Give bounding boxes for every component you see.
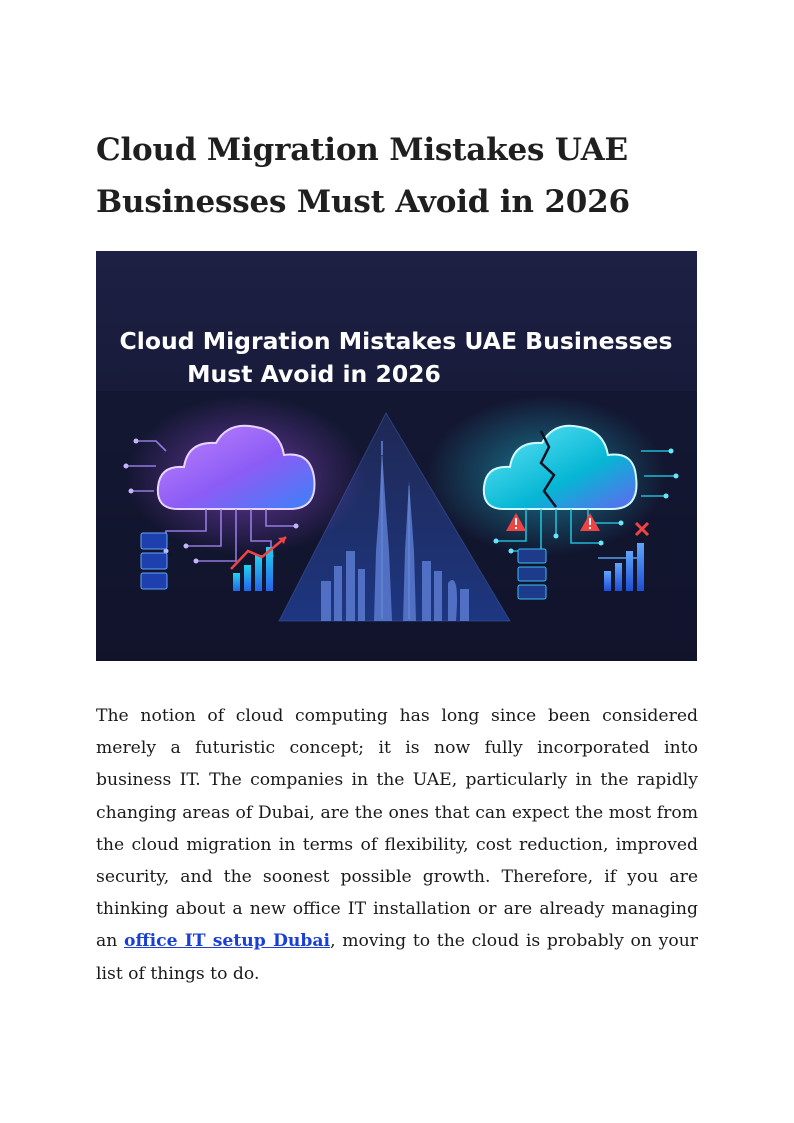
server-icon-right (518, 549, 546, 599)
hero-graphic (96, 251, 697, 661)
title-line-2: Businesses Must Avoid in 2026 (96, 184, 630, 220)
paragraph-text-end: , moving to the cloud is probably on your list of things to do. (96, 931, 698, 984)
intro-paragraph (96, 700, 698, 990)
server-icon-left (141, 533, 167, 589)
paragraph-text: The notion of cloud computing has long since been considered merely a futuristic concept; it is now fully incorporated into business IT. The companies in the UAE, particularly in the rapidly changing areas of Dubai, are the ones that can expect the most from the cloud migration in terms of flexibility, cost reduction, improved security, and the soonest possible growth. Therefore, if you are thinking about a new office IT installation or are already managing an (96, 706, 698, 952)
hero-illustration (96, 251, 697, 661)
hero-heading-line-2: Must Avoid in 2026 (187, 360, 441, 388)
office-it-setup-dubai-link[interactable]: office IT setup Dubai (124, 931, 331, 952)
hero-heading-line-1: Cloud Migration Mistakes UAE Businesses (119, 327, 673, 355)
page-title (96, 124, 716, 228)
title-line-1: Cloud Migration Mistakes UAE (96, 132, 628, 168)
